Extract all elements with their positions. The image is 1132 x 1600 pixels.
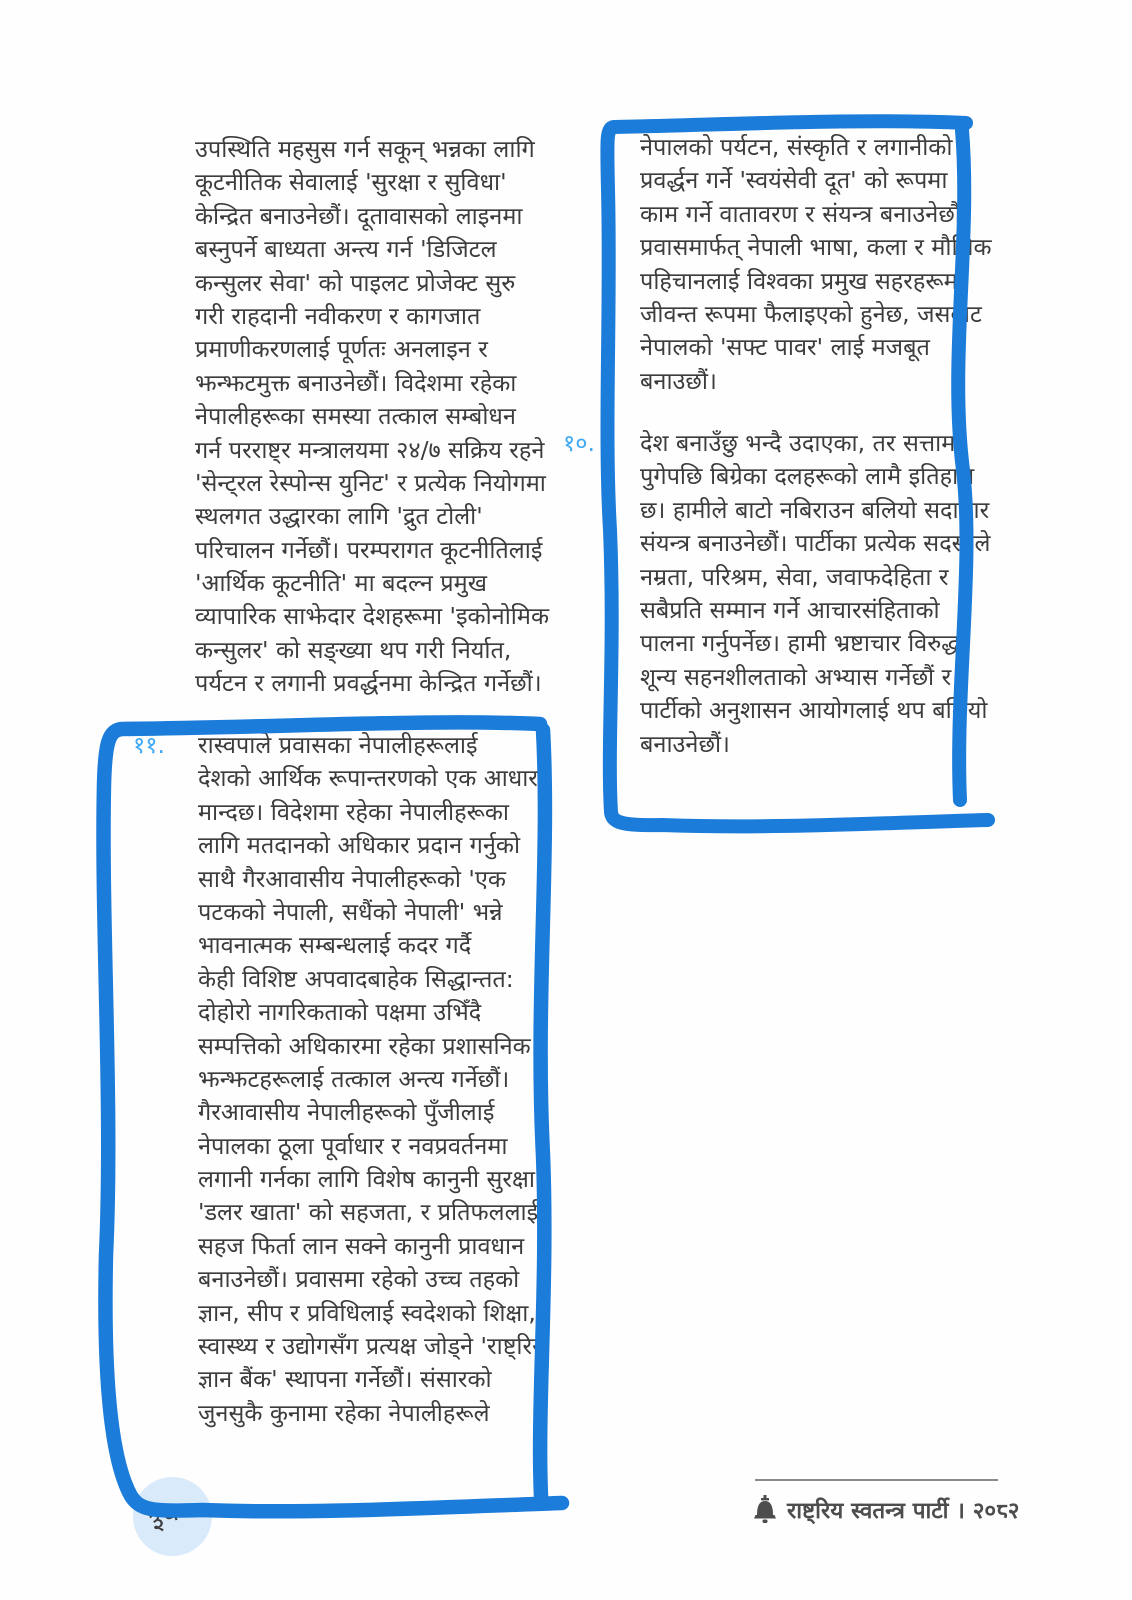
text-line: रास्वपाले प्रवासका नेपालीहरूलाई xyxy=(198,731,478,759)
item-11-number: ११. xyxy=(133,731,165,759)
text-line: स्थलगत उद्धारका लागि 'द्रुत टोली' xyxy=(195,502,483,531)
page-number: ३८ xyxy=(143,1497,183,1539)
text-line: छ। हामीले बाटो नबिराउन बलियो सदाचार xyxy=(640,495,990,524)
text-line: केन्द्रित बनाउनेछौं। दूतावासको लाइनमा xyxy=(195,201,523,230)
text-line: गर्न परराष्ट्र मन्त्रालयमा २४/७ सक्रिय रहने xyxy=(195,435,545,464)
text-line: व्यापारिक साझेदार देशहरूमा 'इकोनोमिक xyxy=(195,602,549,631)
text-line: नेपालको पर्यटन, संस्कृति र लगानीको xyxy=(640,133,953,161)
footer-divider xyxy=(755,1479,998,1481)
text-line: शून्य सहनशीलताको अभ्यास गर्नेछौं र xyxy=(640,662,952,691)
text-line: जीवन्त रूपमा फैलाइएको हुनेछ, जसबाट xyxy=(640,299,982,328)
text-line: पार्टीको अनुशासन आयोगलाई थप बलियो xyxy=(640,696,988,725)
text-line: ज्ञान, सीप र प्रविधिलाई स्वदेशको शिक्षा, xyxy=(198,1298,536,1327)
text-line: देश बनाउँछु भन्दै उदाएका, तर सत्तामा xyxy=(640,429,962,457)
text-line: कूटनीतिक सेवालाई 'सुरक्षा र सुविधा' xyxy=(195,168,507,197)
text-line: गैरआवासीय नेपालीहरूको पुँजीलाई xyxy=(198,1098,495,1127)
footer xyxy=(753,1494,1020,1525)
text-line: झन्झटमुक्त बनाउनेछौं। विदेशमा रहेका xyxy=(195,368,517,397)
text-line: 'आर्थिक कूटनीति' मा बदल्न प्रमुख xyxy=(195,569,487,598)
text-line: बनाउनेछौं। xyxy=(640,729,730,758)
text-line: नम्रता, परिश्रम, सेवा, जवाफदेहिता र xyxy=(640,562,949,591)
text-line: झन्झटहरूलाई तत्काल अन्त्य गर्नेछौं। xyxy=(198,1064,510,1093)
text-line: मान्दछ। विदेशमा रहेका नेपालीहरूका xyxy=(198,797,510,826)
text-line: 'डलर खाता' को सहजता, र प्रतिफललाई xyxy=(198,1198,539,1227)
item-10-text xyxy=(640,427,990,761)
text-line: सहज फिर्ता लान सक्ने कानुनी प्रावधान xyxy=(198,1231,525,1260)
text-line: ज्ञान बैंक' स्थापना गर्नेछौं। संसारको xyxy=(198,1365,492,1394)
text-line: पटकको नेपाली, सधैंको नेपाली' भन्ने xyxy=(198,897,503,926)
text-line: बस्नुपर्ने बाध्यता अन्त्य गर्न 'डिजिटल xyxy=(195,235,497,264)
text-line: पुगेपछि बिग्रेका दलहरूको लामै इतिहास xyxy=(640,462,975,491)
text-line: भावनात्मक सम्बन्धलाई कदर गर्दै xyxy=(198,931,472,960)
text-line: पर्यटन र लगानी प्रवर्द्धनमा केन्द्रित गर्नेछौं। xyxy=(195,669,542,698)
text-line: उपस्थिति महसुस गर्न सकून् भन्नका लागि xyxy=(195,135,535,163)
text-line: बनाउछौं। xyxy=(640,366,717,395)
text-line: लागि मतदानको अधिकार प्रदान गर्नुको xyxy=(198,831,521,860)
text-line: साथै गैरआवासीय नेपालीहरूको 'एक xyxy=(198,864,506,893)
text-line: प्रमाणीकरणलाई पूर्णतः अनलाइन र xyxy=(195,335,488,364)
text-line: सम्पत्तिको अधिकारमा रहेका प्रशासनिक xyxy=(198,1031,531,1060)
text-line: लगानी गर्नका लागि विशेष कानुनी सुरक्षा, xyxy=(198,1165,543,1194)
text-line: जुनसुकै कुनामा रहेका नेपालीहरूले xyxy=(198,1398,490,1427)
text-line: केही विशिष्ट अपवादबाहेक सिद्धान्तत: xyxy=(198,964,514,993)
bell-icon xyxy=(753,1495,777,1525)
text-line: स्वास्थ्य र उद्योगसँग प्रत्यक्ष जोड्ने 'राष्ट्रिय xyxy=(198,1332,546,1361)
text-line: गरी राहदानी नवीकरण र कागजात xyxy=(195,301,481,330)
item-10-number: १०. xyxy=(563,429,595,457)
text-line: काम गर्ने वातावरण र संयन्त्र बनाउनेछौं। xyxy=(640,199,970,228)
text-line: कन्सुलर सेवा' को पाइलट प्रोजेक्ट सुरु xyxy=(195,268,516,297)
text-line: पहिचानलाई विश्वका प्रमुख सहरहरूमा xyxy=(640,266,964,295)
text-line: नेपालीहरूका समस्या तत्काल सम्बोधन xyxy=(195,402,516,431)
text-line: बनाउनेछौं। प्रवासमा रहेको उच्च तहको xyxy=(198,1265,520,1294)
text-line: संयन्त्र बनाउनेछौं। पार्टीका प्रत्येक सदस्यले xyxy=(640,529,991,558)
text-line: सबैप्रति सम्मान गर्ने आचारसंहिताको xyxy=(640,595,940,624)
text-line: देशको आर्थिक रूपान्तरणको एक आधार xyxy=(198,764,538,793)
left-paragraph xyxy=(195,133,549,701)
text-line: नेपालको 'सफ्ट पावर' लाई मजबूत xyxy=(640,333,930,362)
text-line: पालना गर्नुपर्नेछ। हामी भ्रष्टाचार विरुद्ध xyxy=(640,629,961,658)
text-line: दोहोरो नागरिकताको पक्षमा उभिँदै xyxy=(198,998,482,1027)
item-11-text xyxy=(198,729,546,1430)
text-line: कन्सुलर' को सङ्ख्या थप गरी निर्यात, xyxy=(195,635,512,664)
footer-party-label: राष्ट्रिय स्वतन्त्र पार्टी । २०८२ xyxy=(787,1498,1020,1524)
text-line: नेपालका ठूला पूर्वाधार र नवप्रवर्तनमा xyxy=(198,1131,508,1160)
right-paragraph xyxy=(640,131,992,398)
text-line: प्रवर्द्धन गर्ने 'स्वयंसेवी दूत' को रूपमा xyxy=(640,166,948,195)
text-line: परिचालन गर्नेछौं। परम्परागत कूटनीतिलाई xyxy=(195,535,543,564)
text-line: 'सेन्ट्रल रेस्पोन्स युनिट' र प्रत्येक नियोगमा xyxy=(195,468,546,497)
text-line: प्रवासमार्फत् नेपाली भाषा, कला र मौलिक xyxy=(640,233,992,262)
